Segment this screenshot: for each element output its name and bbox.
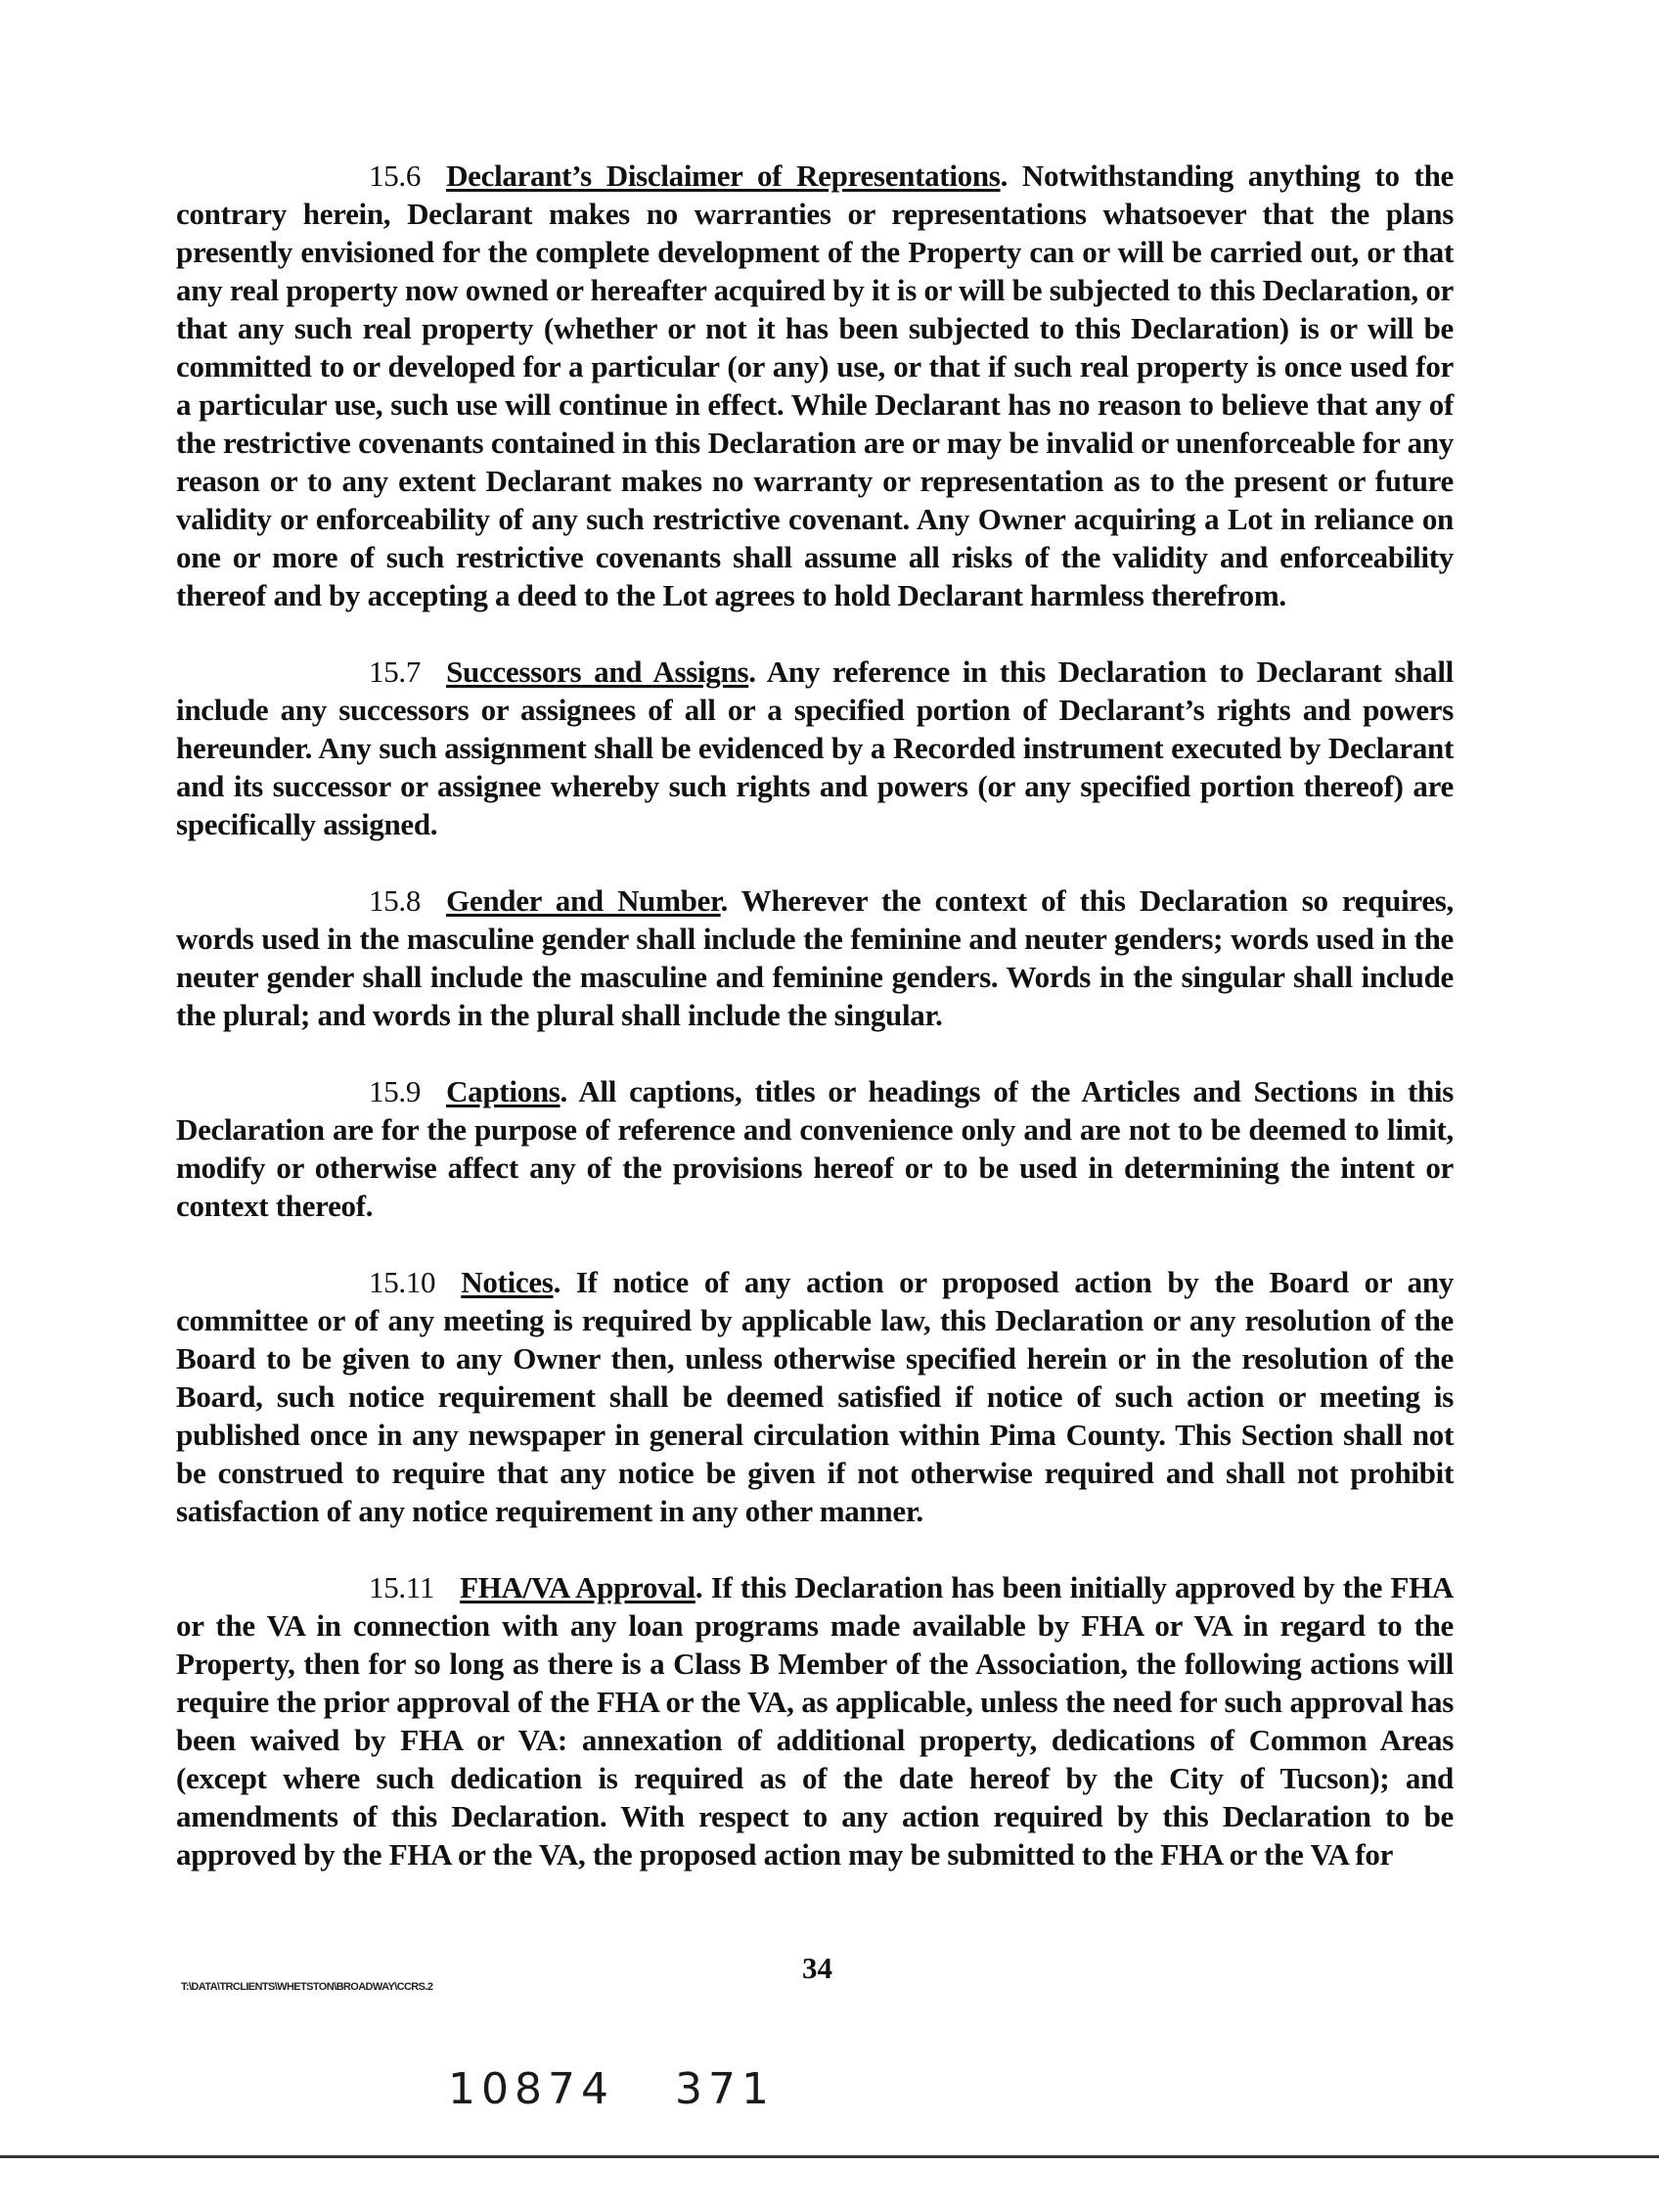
page-number: 34 <box>802 1951 832 1985</box>
recording-stamp <box>448 2064 775 2114</box>
section-heading: FHA/VA Approval <box>460 1570 695 1604</box>
section-text: . Any reference in this Declaration to Declarant shall include any successors or assignees of all or a specified portion of Declarant’s rights and powers hereunder. Any such assignment shall be evidenced by a Recorded instrument executed by Declarant and its successor or assignee whereby such rights and powers (or any specified portion thereof) are specifically assigned. <box>176 655 1454 841</box>
section-15-8 <box>176 881 1454 1034</box>
section-heading: Gender and Number <box>446 883 721 918</box>
section-text: . Wherever the context of this Declaration so requires, words used in the masculine gender shall include the feminine and neuter genders; words used in the neuter gender shall include the masculine and feminine genders. Words in the singular shall include the plural; and words in the plural shall include the singular. <box>176 883 1455 1032</box>
section-number: 15.9 <box>369 1074 422 1108</box>
footer-file-path: T:\DATA\TRCLIENTS\WHETSTON\BROADWAY\CCRS.2 <box>181 1981 433 1993</box>
section-15-7 <box>176 653 1454 843</box>
section-heading: Declarant’s Disclaimer of Representations <box>446 158 1001 193</box>
recording-docket: 10874 <box>448 2064 614 2114</box>
section-text: . Notwithstanding anything to the contrary herein, Declarant makes no warranties or representations whatsoever that the plans presently envisioned for the complete development of the Property can or will be carried out, or that any real property now owned or hereafter acquired by it is or will be subjected to this Declaration, or that any such real property (whether or not it has been subjected to this Declaration) is or will be committed to or developed for a particular (or any) use, or that if such real property is once used for a particular use, such use will continue in effect. While Declarant has no reason to believe that any of the restrictive covenants contained in this Declaration are or may be invalid or unenforceable for any reason or to any extent Declarant makes no warranty or representation as to the present or future validity or enforceability of any such restrictive covenant. Any Owner acquiring a Lot in reliance on one or more of such restrictive covenants shall assume all risks of the validity and enforceability thereof and by accepting a deed to the Lot agrees to hold Declarant harmless therefrom. <box>176 158 1454 612</box>
section-15-11 <box>176 1568 1454 1873</box>
section-number: 15.8 <box>369 883 422 918</box>
section-15-10 <box>176 1263 1454 1530</box>
section-number: 15.10 <box>369 1265 436 1299</box>
bottom-divider <box>0 2155 1659 2158</box>
section-15-6 <box>176 157 1454 614</box>
section-heading: Successors and Assigns <box>446 655 749 689</box>
section-15-9 <box>176 1072 1454 1225</box>
section-number: 15.11 <box>369 1570 435 1604</box>
section-text: . If this Declaration has been initially approved by the FHA or the VA in connection with any loan programs made available by FHA or VA in regard to the Property, then for so long as there is a Class B Member of the Association, the following actions will require the prior approval of the FHA or the VA, as applicable, unless the need for such approval has been waived by FHA or VA: annexation of additional property, dedications of Common Areas (except where such dedication is required as of the date hereof by the City of Tucson); and amendments of this Declaration. With respect to any action required by this Declaration to be approved by the FHA or the VA, the proposed action may be submitted to the FHA or the VA for <box>176 1570 1454 1872</box>
section-text: . If notice of any action or proposed action by the Board or any committee or of any meeting is required by applicable law, this Declaration or any resolution of the Board to be given to any Owner then, unless otherwise specified herein or in the resolution of the Board, such notice requirement shall be deemed satisfied if notice of such action or meeting is published once in any newspaper in general circulation within Pima County. This Section shall not be construed to require that any notice be given if not otherwise required and shall not prohibit satisfaction of any notice requirement in any other manner. <box>176 1265 1454 1528</box>
section-number: 15.7 <box>369 655 422 689</box>
document-body <box>176 157 1454 1912</box>
section-heading: Notices <box>461 1265 554 1299</box>
section-heading: Captions <box>446 1074 560 1108</box>
section-text: . All captions, titles or headings of the Articles and Sections in this Declaration are for the purpose of reference and convenience only and are not to be deemed to limit, modify or otherwise affect any of the provisions hereof or to be used in determining the intent or context thereof. <box>176 1074 1454 1223</box>
recording-page: 371 <box>674 2064 775 2114</box>
section-number: 15.6 <box>369 158 422 193</box>
